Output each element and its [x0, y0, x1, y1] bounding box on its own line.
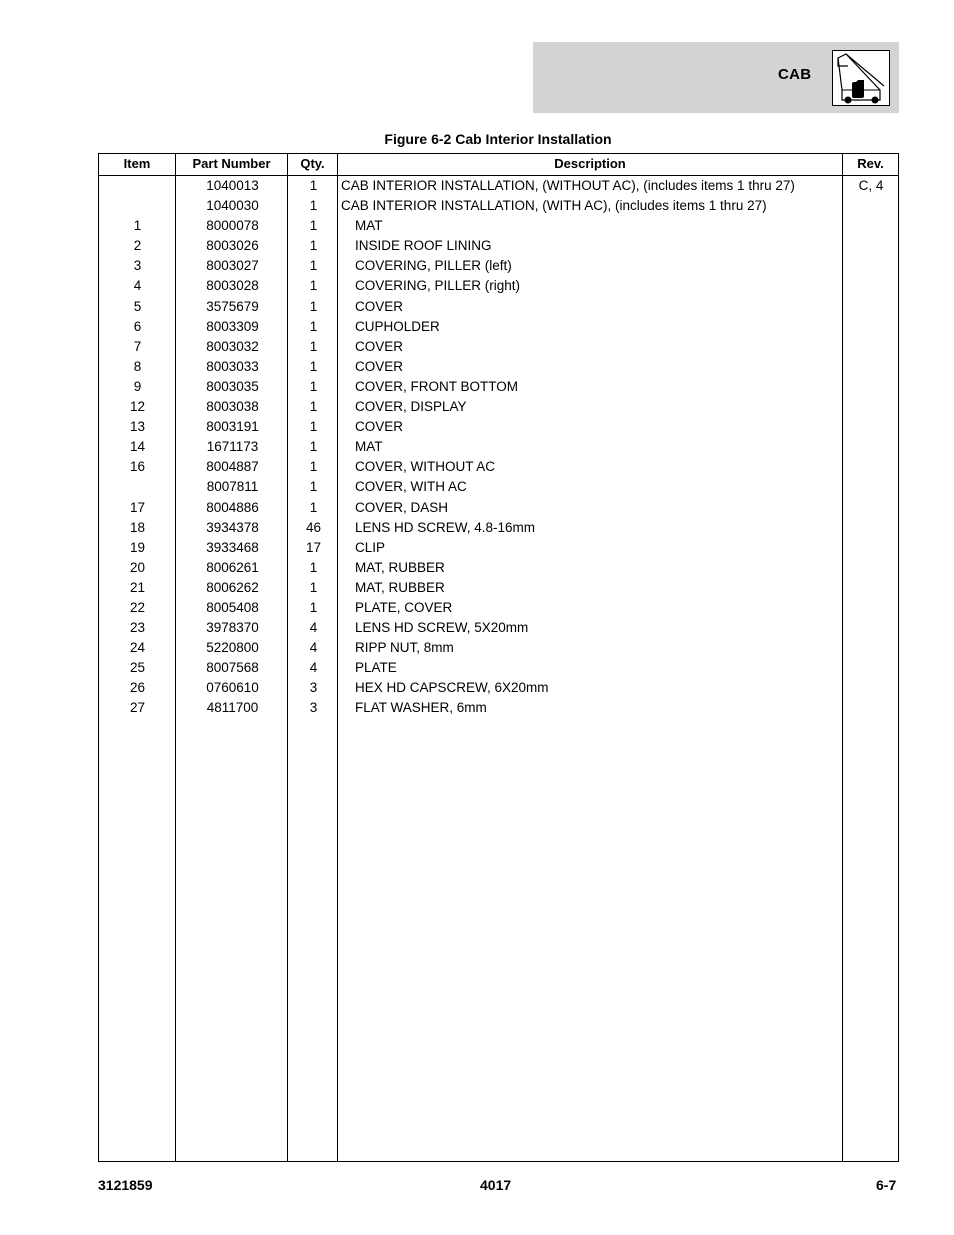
- description-cell: CAB INTERIOR INSTALLATION, (WITHOUT AC), (includes items 1 thru 27): [341, 178, 795, 193]
- table-row: [99, 176, 898, 196]
- description-cell: MAT: [355, 439, 383, 455]
- qty-cell: 4: [309, 620, 318, 636]
- description-cell: MAT: [355, 218, 383, 234]
- description-cell: LENS HD SCREW, 4.8-16mm: [355, 519, 536, 535]
- header-part-number: Part Number: [192, 156, 271, 171]
- table-row: [99, 216, 898, 236]
- description-cell: PLATE, COVER: [355, 599, 453, 615]
- table-row: [99, 196, 898, 216]
- item-cell: 3: [133, 258, 142, 274]
- item-cell: 6: [133, 318, 142, 334]
- description-cell: PLATE: [355, 660, 397, 676]
- qty-cell: 4: [309, 660, 318, 676]
- part-number-cell: 1671173: [206, 439, 259, 455]
- part-number-cell: 8003032: [206, 338, 259, 354]
- part-number-cell: 8003028: [206, 278, 259, 294]
- qty-cell: 1: [309, 338, 318, 354]
- part-number-cell: 3575679: [206, 298, 259, 314]
- header-description: Description: [554, 156, 626, 171]
- footer-model: 4017: [480, 1177, 512, 1193]
- item-cell: 20: [129, 559, 146, 575]
- part-number-cell: 8003191: [206, 419, 259, 435]
- qty-cell: 1: [309, 419, 318, 435]
- table-row: [99, 317, 898, 337]
- qty-cell: 1: [309, 599, 318, 615]
- description-cell: CAB INTERIOR INSTALLATION, (WITH AC), (includes items 1 thru 27): [341, 198, 767, 214]
- item-cell: 21: [129, 579, 146, 595]
- description-cell: COVERING, PILLER (left): [355, 258, 512, 274]
- description-cell: MAT, RUBBER: [355, 559, 445, 575]
- item-cell: 27: [129, 700, 146, 716]
- header-qty: Qty.: [300, 156, 325, 171]
- qty-cell: 1: [309, 399, 318, 415]
- description-cell: INSIDE ROOF LINING: [355, 238, 492, 254]
- item-cell: 16: [129, 459, 146, 475]
- item-cell: 26: [129, 680, 146, 696]
- qty-cell: 17: [305, 539, 322, 555]
- part-number-cell: 8003038: [206, 399, 259, 415]
- item-cell: 7: [133, 338, 142, 354]
- part-number-cell: 8005408: [206, 599, 259, 615]
- table-row: [99, 638, 898, 658]
- part-number-cell: 8000078: [206, 218, 259, 234]
- part-number-cell: 0760610: [206, 680, 259, 696]
- description-cell: COVER: [355, 358, 404, 374]
- part-number-cell: 8003026: [206, 238, 259, 254]
- part-number-cell: 3934378: [206, 519, 259, 535]
- part-number-cell: 4811700: [206, 700, 259, 716]
- description-cell: FLAT WASHER, 6mm: [355, 700, 487, 716]
- table-row: [99, 538, 898, 558]
- table-row: [99, 698, 898, 718]
- description-cell: MAT, RUBBER: [355, 579, 445, 595]
- part-number-cell: 8003035: [206, 378, 259, 394]
- description-cell: COVER: [355, 338, 404, 354]
- description-cell: COVER: [355, 298, 404, 314]
- qty-cell: 1: [309, 559, 318, 575]
- cab-machine-icon: [832, 50, 890, 106]
- qty-cell: 1: [309, 298, 318, 314]
- footer-document-number: 3121859: [98, 1177, 153, 1193]
- table-row: [99, 558, 898, 578]
- item-cell: 2: [133, 238, 142, 254]
- item-cell: 1: [133, 218, 142, 234]
- table-row: [99, 276, 898, 296]
- item-cell: 19: [129, 539, 146, 555]
- table-row: [99, 477, 898, 497]
- qty-cell: 1: [309, 439, 318, 455]
- item-cell: 4: [133, 278, 142, 294]
- item-cell: 22: [129, 599, 146, 615]
- qty-cell: 1: [309, 198, 318, 214]
- table-row: [99, 618, 898, 638]
- description-cell: RIPP NUT, 8mm: [355, 640, 454, 656]
- qty-cell: 3: [309, 680, 318, 696]
- part-number-cell: 5220800: [206, 640, 259, 656]
- description-cell: CUPHOLDER: [355, 318, 440, 334]
- part-number-cell: 1040013: [206, 178, 259, 193]
- description-cell: COVERING, PILLER (right): [355, 278, 521, 294]
- part-number-cell: 8004887: [206, 459, 259, 475]
- item-cell: 14: [129, 439, 146, 455]
- table-row: [99, 598, 898, 618]
- table-body: [99, 176, 898, 719]
- table-row: [99, 578, 898, 598]
- item-cell: 24: [129, 640, 146, 656]
- description-cell: COVER, WITH AC: [355, 479, 467, 495]
- item-cell: 12: [129, 399, 146, 415]
- rev-cell: C, 4: [858, 178, 884, 193]
- footer-page-number: 6-7: [876, 1177, 897, 1193]
- description-cell: HEX HD CAPSCREW, 6X20mm: [355, 680, 549, 696]
- table-row: [99, 397, 898, 417]
- qty-cell: 3: [309, 700, 318, 716]
- qty-cell: 1: [309, 459, 318, 475]
- qty-cell: 1: [309, 278, 318, 294]
- item-cell: 13: [129, 419, 146, 435]
- description-cell: COVER: [355, 419, 404, 435]
- description-cell: CLIP: [355, 539, 386, 555]
- qty-cell: 1: [309, 358, 318, 374]
- table-row: [99, 678, 898, 698]
- item-cell: 23: [129, 620, 146, 636]
- item-cell: 25: [129, 660, 146, 676]
- qty-cell: 1: [309, 479, 318, 495]
- part-number-cell: 8007568: [206, 660, 259, 676]
- part-number-cell: 3933468: [206, 539, 259, 555]
- qty-cell: 1: [309, 579, 318, 595]
- table-row: [99, 337, 898, 357]
- part-number-cell: 8003027: [206, 258, 259, 274]
- header-item: Item: [123, 156, 151, 171]
- part-number-cell: 8003309: [206, 318, 259, 334]
- qty-cell: 4: [309, 640, 318, 656]
- part-number-cell: 8007811: [206, 479, 259, 495]
- qty-cell: 1: [309, 499, 318, 515]
- description-cell: COVER, FRONT BOTTOM: [355, 378, 519, 394]
- part-number-cell: 8006262: [206, 579, 259, 595]
- qty-cell: 1: [309, 378, 318, 394]
- qty-cell: 1: [309, 178, 318, 193]
- table-row: [99, 457, 898, 477]
- part-number-cell: 1040030: [206, 198, 259, 214]
- part-number-cell: 8006261: [206, 559, 259, 575]
- table-row: [99, 658, 898, 678]
- qty-cell: 46: [305, 519, 322, 535]
- description-cell: COVER, WITHOUT AC: [355, 459, 496, 475]
- part-number-cell: 8004886: [206, 499, 259, 515]
- table-row: [99, 377, 898, 397]
- part-number-cell: 3978370: [206, 620, 259, 636]
- table-row: [99, 297, 898, 317]
- table-row: [99, 236, 898, 256]
- item-cell: 9: [133, 378, 142, 394]
- table-row: [99, 417, 898, 437]
- item-cell: 18: [129, 519, 146, 535]
- qty-cell: 1: [309, 218, 318, 234]
- qty-cell: 1: [309, 318, 318, 334]
- figure-title: Figure 6-2 Cab Interior Installation: [384, 131, 612, 147]
- table-row: [99, 518, 898, 538]
- qty-cell: 1: [309, 258, 318, 274]
- item-cell: 5: [133, 298, 142, 314]
- table-row: [99, 357, 898, 377]
- parts-table: [98, 153, 899, 1162]
- part-number-cell: 8003033: [206, 358, 259, 374]
- qty-cell: 1: [309, 238, 318, 254]
- description-cell: COVER, DISPLAY: [355, 399, 467, 415]
- header-rev: Rev.: [857, 156, 884, 171]
- description-cell: LENS HD SCREW, 5X20mm: [355, 620, 529, 636]
- section-title: CAB: [778, 66, 812, 83]
- table-row: [99, 437, 898, 457]
- description-cell: COVER, DASH: [355, 499, 449, 515]
- table-row: [99, 498, 898, 518]
- table-row: [99, 256, 898, 276]
- item-cell: 8: [133, 358, 142, 374]
- item-cell: 17: [129, 499, 146, 515]
